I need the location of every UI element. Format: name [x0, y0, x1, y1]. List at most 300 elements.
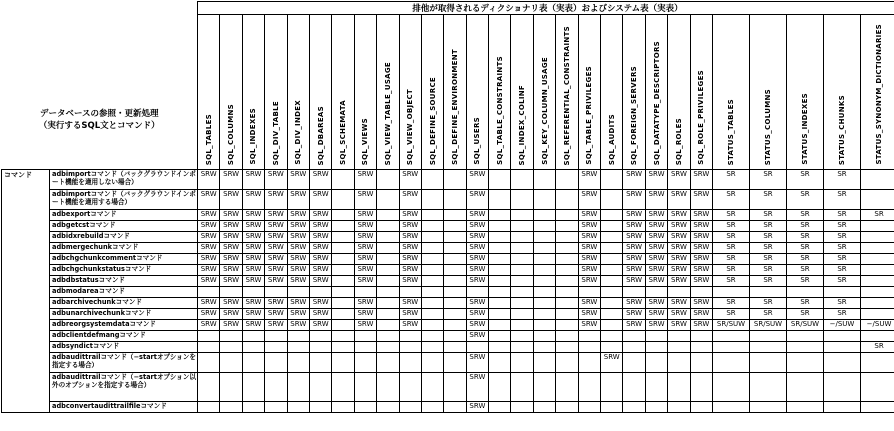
lock-value	[489, 342, 511, 353]
lock-value: SRW	[578, 221, 600, 232]
column-header	[377, 15, 399, 170]
lock-value	[489, 331, 511, 342]
lock-value	[489, 210, 511, 221]
lock-value	[750, 402, 787, 413]
table-body	[2, 170, 894, 413]
lock-value	[489, 276, 511, 287]
lock-value	[198, 373, 220, 402]
lock-value: SRW	[354, 309, 376, 320]
lock-value	[533, 298, 555, 309]
lock-value	[861, 373, 894, 402]
lock-value: SRW	[399, 221, 421, 232]
command-name: adbexportコマンド	[50, 210, 198, 221]
lock-value: SR	[750, 298, 787, 309]
column-header	[444, 15, 466, 170]
column-header-label: SQL_AUDITS	[608, 114, 616, 165]
lock-value	[198, 287, 220, 298]
lock-value	[750, 373, 787, 402]
lock-value: SRW	[623, 309, 645, 320]
column-header	[601, 15, 623, 170]
lock-value	[489, 298, 511, 309]
lock-value	[601, 221, 623, 232]
lock-value: SRW	[287, 170, 309, 190]
table-row	[2, 243, 894, 254]
column-header	[713, 15, 750, 170]
lock-value	[556, 342, 578, 353]
lock-value: SR	[824, 243, 861, 254]
column-header	[265, 15, 287, 170]
lock-value: SRW	[690, 309, 712, 320]
lock-value: SR	[787, 276, 824, 287]
lock-value: SRW	[287, 232, 309, 243]
column-header-label: SQL_KEY_COLUMN_USAGE	[541, 57, 549, 165]
lock-value: SRW	[220, 170, 242, 190]
lock-value	[578, 353, 600, 373]
lock-value	[511, 342, 533, 353]
lock-value	[511, 298, 533, 309]
lock-value: SRW	[399, 265, 421, 276]
lock-value: SRW	[198, 232, 220, 243]
lock-value: SRW	[668, 190, 690, 210]
lock-value: SRW	[354, 265, 376, 276]
lock-value	[421, 170, 443, 190]
column-header	[668, 15, 690, 170]
lock-value	[578, 373, 600, 402]
lock-value: SRW	[198, 170, 220, 190]
lock-value	[399, 331, 421, 342]
lock-value	[556, 353, 578, 373]
lock-value	[332, 232, 354, 243]
table-row	[2, 298, 894, 309]
lock-value	[601, 298, 623, 309]
lock-value	[511, 265, 533, 276]
column-header	[578, 15, 600, 170]
lock-value: SRW	[668, 243, 690, 254]
lock-value: SRW	[578, 320, 600, 331]
lock-value: SRW	[287, 243, 309, 254]
lock-value	[556, 170, 578, 190]
lock-value	[824, 287, 861, 298]
lock-value: SRW	[242, 265, 264, 276]
column-header	[332, 15, 354, 170]
lock-value: SRW	[399, 320, 421, 331]
table-row	[2, 331, 894, 342]
lock-value	[332, 402, 354, 413]
lock-value: SR	[824, 190, 861, 210]
lock-value	[511, 221, 533, 232]
lock-value: −/SUW	[861, 320, 894, 331]
column-header	[556, 15, 578, 170]
lock-value	[533, 254, 555, 265]
lock-value: SRW	[198, 276, 220, 287]
lock-value: SRW	[287, 298, 309, 309]
lock-value	[690, 331, 712, 342]
lock-value	[309, 287, 331, 298]
lock-value: SRW	[645, 170, 667, 190]
column-header-label: SQL_COLUMNS	[227, 104, 235, 165]
lock-value: SR/SUW	[750, 320, 787, 331]
lock-value	[377, 309, 399, 320]
lock-value	[377, 265, 399, 276]
lock-value	[444, 276, 466, 287]
command-name: adbunarchivechunkコマンド	[50, 309, 198, 320]
lock-value	[309, 331, 331, 342]
table-row	[2, 265, 894, 276]
table-row	[2, 342, 894, 353]
lock-value	[220, 402, 242, 413]
lock-value	[556, 402, 578, 413]
lock-value	[444, 254, 466, 265]
lock-value	[533, 265, 555, 276]
command-name: adbarchivechunkコマンド	[50, 298, 198, 309]
lock-value: SRW	[690, 232, 712, 243]
lock-value	[645, 331, 667, 342]
lock-value	[533, 373, 555, 402]
lock-value: SRW	[645, 298, 667, 309]
lock-value	[533, 402, 555, 413]
lock-value	[750, 331, 787, 342]
lock-value: SRW	[399, 190, 421, 210]
lock-value: SR	[824, 276, 861, 287]
lock-value	[511, 276, 533, 287]
lock-value	[556, 331, 578, 342]
lock-value	[601, 309, 623, 320]
lock-value	[533, 190, 555, 210]
lock-value	[444, 353, 466, 373]
lock-value: SRW	[466, 276, 488, 287]
lock-value	[556, 287, 578, 298]
lock-value: SRW	[287, 276, 309, 287]
lock-value	[787, 402, 824, 413]
lock-value	[690, 342, 712, 353]
lock-value	[511, 287, 533, 298]
lock-value	[489, 265, 511, 276]
lock-value: SRW	[668, 254, 690, 265]
lock-value	[377, 243, 399, 254]
lock-value	[601, 342, 623, 353]
lock-value	[601, 276, 623, 287]
lock-value	[466, 287, 488, 298]
lock-value	[824, 342, 861, 353]
command-name: adbclientdefmangコマンド	[50, 331, 198, 342]
lock-value	[332, 276, 354, 287]
table-row	[2, 402, 894, 413]
lock-value: SRW	[578, 190, 600, 210]
lock-value: SRW	[354, 243, 376, 254]
lock-value	[242, 373, 264, 402]
column-header-label: STATUS_INDEXES	[801, 93, 809, 165]
lock-value	[668, 402, 690, 413]
lock-value	[824, 402, 861, 413]
lock-value	[287, 331, 309, 342]
lock-value	[332, 265, 354, 276]
lock-value	[533, 342, 555, 353]
lock-value	[444, 320, 466, 331]
column-header-label: SQL_INDEX_COLINF	[518, 85, 526, 166]
lock-value	[601, 232, 623, 243]
lock-value: SR	[787, 298, 824, 309]
lock-value: SRW	[466, 232, 488, 243]
lock-value: SRW	[399, 298, 421, 309]
lock-value: SR	[750, 276, 787, 287]
lock-value: SRW	[690, 210, 712, 221]
command-name: adbchgchunkcommentコマンド	[50, 254, 198, 265]
lock-value	[220, 331, 242, 342]
lock-value: SR	[787, 190, 824, 210]
lock-value: SRW	[198, 320, 220, 331]
lock-value	[377, 190, 399, 210]
lock-value	[421, 276, 443, 287]
lock-value	[578, 287, 600, 298]
column-header	[750, 15, 787, 170]
lock-value: SRW	[309, 210, 331, 221]
lock-value: SRW	[309, 265, 331, 276]
lock-value: SRW	[309, 232, 331, 243]
lock-value: SR	[750, 221, 787, 232]
lock-value: SRW	[601, 353, 623, 373]
lock-value: SRW	[265, 243, 287, 254]
command-name: adbchgchunkstatusコマンド	[50, 265, 198, 276]
column-header	[242, 15, 264, 170]
lock-value	[556, 190, 578, 210]
table-row	[2, 320, 894, 331]
lock-value: SR	[824, 254, 861, 265]
command-name: adbdbstatusコマンド	[50, 276, 198, 287]
lock-value: SRW	[623, 276, 645, 287]
lock-value: SRW	[287, 320, 309, 331]
lock-value	[354, 331, 376, 342]
lock-value	[242, 353, 264, 373]
lock-value: SRW	[198, 221, 220, 232]
lock-value	[787, 287, 824, 298]
lock-value: SRW	[198, 265, 220, 276]
lock-value	[220, 342, 242, 353]
lock-value: SRW	[690, 265, 712, 276]
lock-value: SRW	[690, 190, 712, 210]
lock-value	[511, 373, 533, 402]
lock-value	[601, 243, 623, 254]
lock-value	[332, 373, 354, 402]
lock-value: SRW	[578, 298, 600, 309]
lock-value: SR	[787, 221, 824, 232]
column-header-label: STATUS_COLUMNS	[764, 89, 772, 165]
lock-value	[489, 309, 511, 320]
lock-value	[861, 309, 894, 320]
table-row	[2, 353, 894, 373]
lock-value: SRW	[466, 402, 488, 413]
lock-value: SRW	[287, 265, 309, 276]
lock-value: SRW	[623, 232, 645, 243]
table-row	[2, 190, 894, 210]
lock-value: SRW	[309, 298, 331, 309]
command-name: adbimportコマンド（バックグラウンドインポート機能を適用しない場合）	[50, 170, 198, 190]
lock-value	[287, 373, 309, 402]
lock-value	[668, 331, 690, 342]
lock-value	[265, 353, 287, 373]
lock-value	[377, 353, 399, 373]
lock-value: SRW	[578, 254, 600, 265]
lock-value	[220, 287, 242, 298]
lock-value: SRW	[354, 254, 376, 265]
lock-value	[489, 170, 511, 190]
lock-value	[489, 320, 511, 331]
lock-value	[377, 287, 399, 298]
lock-value: SRW	[265, 298, 287, 309]
column-header	[787, 15, 824, 170]
lock-value	[601, 287, 623, 298]
lock-value	[787, 353, 824, 373]
column-header-label: SQL_VIEW_TABLE_USAGE	[384, 62, 392, 165]
lock-value	[668, 373, 690, 402]
lock-value	[787, 331, 824, 342]
lock-value: SRW	[220, 221, 242, 232]
lock-value: SRW	[578, 243, 600, 254]
table-row	[2, 170, 894, 190]
lock-value: SRW	[220, 265, 242, 276]
lock-value: SRW	[466, 320, 488, 331]
group-title-row	[2, 2, 894, 15]
lock-value: SRW	[287, 190, 309, 210]
lock-value	[533, 170, 555, 190]
lock-value	[489, 353, 511, 373]
lock-value: SR	[824, 309, 861, 320]
command-name: adbidxrebuildコマンド	[50, 232, 198, 243]
lock-value	[489, 243, 511, 254]
lock-value	[556, 373, 578, 402]
lock-value: SRW	[645, 243, 667, 254]
lock-value	[444, 190, 466, 210]
lock-value	[421, 331, 443, 342]
lock-value	[578, 342, 600, 353]
column-header	[198, 15, 220, 170]
lock-value	[690, 373, 712, 402]
lock-value	[668, 287, 690, 298]
lock-value	[332, 342, 354, 353]
lock-value	[242, 342, 264, 353]
lock-value	[444, 221, 466, 232]
column-header-label: SQL_ROLE_PRIVILEGES	[697, 70, 705, 165]
lock-value	[198, 353, 220, 373]
lock-value	[601, 331, 623, 342]
lock-value	[824, 331, 861, 342]
lock-value	[399, 342, 421, 353]
lock-value: SRW	[466, 210, 488, 221]
dbref-header-cell	[2, 2, 198, 170]
lock-value: SRW	[242, 298, 264, 309]
lock-value	[533, 276, 555, 287]
lock-value: SR	[750, 232, 787, 243]
lock-value: SRW	[220, 232, 242, 243]
lock-value: SRW	[466, 190, 488, 210]
lock-value	[645, 353, 667, 373]
lock-value	[287, 353, 309, 373]
lock-value: SR	[750, 210, 787, 221]
lock-value: SRW	[623, 298, 645, 309]
lock-value: SRW	[623, 243, 645, 254]
lock-value: SRW	[265, 254, 287, 265]
lock-value	[444, 170, 466, 190]
column-header-label: SQL_DIV_TABLE	[272, 101, 280, 165]
lock-value	[645, 402, 667, 413]
lock-value: SRW	[399, 254, 421, 265]
lock-value: SRW	[578, 210, 600, 221]
lock-value	[421, 402, 443, 413]
lock-value: SR	[713, 276, 750, 287]
column-header	[623, 15, 645, 170]
lock-value: SRW	[645, 221, 667, 232]
lock-value: SRW	[287, 254, 309, 265]
lock-value	[421, 287, 443, 298]
lock-value	[287, 342, 309, 353]
lock-value	[399, 373, 421, 402]
lock-value: SRW	[645, 265, 667, 276]
lock-value	[601, 320, 623, 331]
command-name: adbconvertaudittrailfileコマンド	[50, 402, 198, 413]
lock-value	[511, 232, 533, 243]
lock-value	[421, 254, 443, 265]
lock-value: SR	[824, 221, 861, 232]
lock-value: SRW	[645, 210, 667, 221]
lock-value: SRW	[668, 298, 690, 309]
lock-value	[421, 190, 443, 210]
lock-value	[511, 309, 533, 320]
lock-value	[489, 232, 511, 243]
lock-value: SRW	[265, 309, 287, 320]
lock-value: SRW	[354, 298, 376, 309]
column-header-label: STATUS_SYNONYM_DICTIONARIES	[875, 24, 883, 165]
lock-value	[377, 298, 399, 309]
category-cell: コマンド	[2, 170, 50, 413]
lock-value	[242, 331, 264, 342]
lock-value: SRW	[645, 309, 667, 320]
lock-value	[556, 265, 578, 276]
lock-value	[511, 254, 533, 265]
lock-value: SRW	[265, 276, 287, 287]
lock-value	[601, 402, 623, 413]
lock-value	[332, 243, 354, 254]
lock-value	[861, 170, 894, 190]
lock-value	[533, 243, 555, 254]
lock-value	[713, 342, 750, 353]
lock-value: SR	[750, 190, 787, 210]
lock-value	[861, 243, 894, 254]
lock-value	[377, 210, 399, 221]
lock-value	[421, 243, 443, 254]
lock-value: SRW	[354, 170, 376, 190]
lock-value	[354, 373, 376, 402]
lock-value: SRW	[399, 309, 421, 320]
lock-value: SRW	[354, 320, 376, 331]
lock-value	[750, 353, 787, 373]
lock-value	[332, 254, 354, 265]
column-header-label: SQL_DEFINE_SOURCE	[429, 77, 437, 165]
lock-value: SR	[713, 232, 750, 243]
lock-value	[399, 402, 421, 413]
lock-value	[377, 221, 399, 232]
lock-value	[265, 342, 287, 353]
lock-value: SRW	[242, 221, 264, 232]
lock-value	[511, 190, 533, 210]
lock-value	[645, 287, 667, 298]
lock-value	[533, 331, 555, 342]
lock-value	[690, 287, 712, 298]
lock-value	[444, 331, 466, 342]
lock-value	[750, 287, 787, 298]
lock-value: SR	[787, 265, 824, 276]
lock-value	[354, 402, 376, 413]
lock-value: SRW	[242, 190, 264, 210]
lock-value: SRW	[220, 210, 242, 221]
